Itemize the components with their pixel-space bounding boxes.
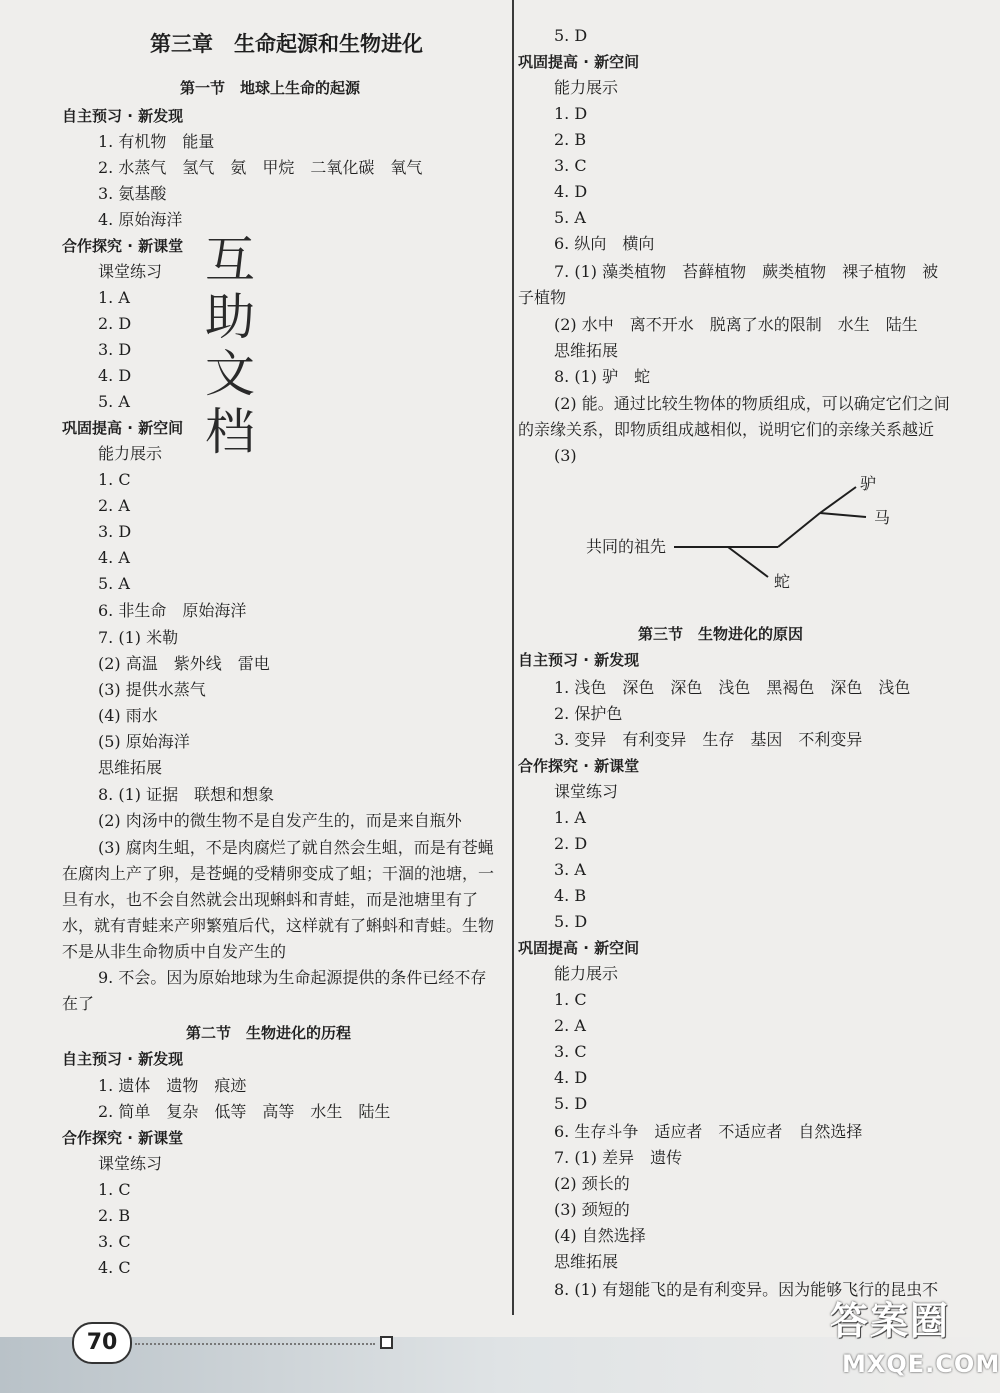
tree-leaf-label: 马	[874, 508, 891, 527]
answer-line: 子植物	[518, 288, 567, 307]
answer-line: 6. 生存斗争 适应者 不适应者 自然选择	[554, 1122, 863, 1141]
column-divider	[512, 0, 514, 1315]
heading-title: 巩固提高 · 新空间	[518, 939, 640, 957]
answer-line: 的亲缘关系，即物质组成越相似，说明它们的亲缘关系越近	[518, 420, 935, 439]
answer-line: 思维拓展	[554, 1252, 619, 1271]
answer-line: 3. 变异 有利变异 生存 基因 不利变异	[554, 730, 863, 749]
answer-line: 4. D	[98, 366, 132, 385]
heading-title: 自主预习 · 新发现	[518, 651, 640, 669]
handwriting-char: 互	[205, 231, 255, 289]
answer-line: (3) 颈短的	[554, 1200, 630, 1219]
answer-line: 1. C	[98, 470, 131, 489]
answer-line: (2) 颈长的	[554, 1174, 630, 1193]
heading-title: 自主预习 · 新发现	[62, 107, 184, 125]
answer-line: (2) 高温 紫外线 雷电	[98, 654, 270, 673]
tree-branch-equine	[778, 513, 820, 547]
tree-branch-donkey	[820, 487, 856, 513]
answer-line: 2. 保护色	[554, 704, 623, 723]
answer-line: (5) 原始海洋	[98, 732, 190, 751]
handwriting-char: 助	[205, 288, 255, 346]
section-title: 第二节 生物进化的历程	[186, 1024, 352, 1042]
answer-line: 旦有水，也不会自然就会出现蝌蚪和青蛙，而是池塘里有了	[62, 890, 479, 909]
answer-line: 思维拓展	[98, 758, 163, 777]
answer-line: 6. 非生命 原始海洋	[98, 601, 247, 620]
answer-line: 思维拓展	[554, 341, 619, 360]
page-number: 70	[72, 1322, 132, 1364]
answer-line: 5. A	[98, 574, 130, 593]
answer-line: 2. D	[554, 834, 588, 853]
answer-line: (3)	[554, 446, 577, 465]
answer-line: 3. A	[554, 860, 586, 879]
answer-line: 不是从非生命物质中自发产生的	[62, 942, 287, 961]
answer-line: 1. C	[554, 990, 587, 1009]
heading-title: 巩固提高 · 新空间	[518, 53, 640, 71]
answer-line: 1. D	[554, 104, 588, 123]
answer-line: 2. A	[554, 1016, 586, 1035]
answer-line: 课堂练习	[98, 262, 163, 281]
answer-line: 3. D	[98, 340, 132, 359]
answer-line: 2. B	[554, 130, 587, 149]
answer-line: 在腐肉上产了卵，是苍蝇的受精卵变成了蛆；干涸的池塘，一	[62, 864, 495, 883]
answer-line: 3. D	[98, 522, 132, 541]
answer-line: 4. C	[98, 1258, 131, 1277]
answer-line: 7. (1) 差异 遗传	[554, 1148, 683, 1167]
answer-line: 2. B	[98, 1206, 131, 1225]
answer-line: 8. (1) 证据 联想和想象	[98, 785, 275, 804]
answer-line: (4) 自然选择	[554, 1226, 646, 1245]
answer-line: 4. D	[554, 182, 588, 201]
handwriting-char: 文	[205, 345, 255, 403]
heading-title: 巩固提高 · 新空间	[62, 419, 184, 437]
watermark-url: MXQE.COM	[842, 1350, 1000, 1378]
answer-line: 8. (1) 有翅能飞的是有利变异。因为能够飞行的昆虫不	[554, 1280, 939, 1299]
tree-leaf-label: 蛇	[774, 572, 791, 591]
answer-line: (2) 肉汤中的微生物不是自发产生的，而是来自瓶外	[98, 811, 462, 830]
answer-line: 课堂练习	[554, 782, 619, 801]
footer-dotted-rule	[135, 1343, 375, 1345]
answer-line: 1. A	[98, 288, 130, 307]
tree-branch-horse	[820, 513, 866, 517]
answer-line: 1. 有机物 能量	[98, 132, 215, 151]
answer-line: 1. C	[98, 1180, 131, 1199]
heading-title: 合作探究 · 新课堂	[62, 1129, 184, 1147]
answer-line: 3. 氨基酸	[98, 184, 167, 203]
answer-line: (2) 水中 离不开水 脱离了水的限制 水生 陆生	[554, 315, 918, 334]
answer-line: 在了	[62, 994, 95, 1013]
answer-line: 5. D	[554, 1094, 588, 1113]
section-title: 第一节 地球上生命的起源	[180, 79, 361, 97]
footer-square-marker	[380, 1336, 393, 1349]
answer-line: (3) 腐肉生蛆，不是肉腐烂了就自然会生蛆，而是有苍蝇	[98, 838, 494, 857]
answer-line: 1. A	[554, 808, 586, 827]
answer-line: (2) 能。通过比较生物体的物质组成，可以确定它们之间	[554, 394, 950, 413]
answer-line: 7. (1) 藻类植物 苔藓植物 蕨类植物 裸子植物 被	[554, 262, 939, 281]
answer-line: 2. A	[98, 496, 130, 515]
answer-line: 4. A	[98, 548, 130, 567]
heading-title: 合作探究 · 新课堂	[518, 757, 640, 775]
answer-line: 2. D	[98, 314, 132, 333]
heading-title: 自主预习 · 新发现	[62, 1050, 184, 1068]
answer-line: 5. D	[554, 26, 588, 45]
answer-line: (4) 雨水	[98, 706, 158, 725]
answer-line: 能力展示	[554, 964, 619, 983]
handwriting-char: 档	[205, 403, 255, 461]
tree-root-label: 共同的祖先	[586, 537, 667, 556]
answer-line: 9. 不会。因为原始地球为生命起源提供的条件已经不存	[98, 968, 487, 987]
answer-line: 3. C	[98, 1232, 131, 1251]
answer-line: 6. 纵向 横向	[554, 234, 655, 253]
answer-line: 3. C	[554, 1042, 587, 1061]
answer-line: (3) 提供水蒸气	[98, 680, 206, 699]
answer-line: 1. 浅色 深色 深色 浅色 黑褐色 深色 浅色	[554, 678, 911, 697]
answer-line: 3. C	[554, 156, 587, 175]
watermark-logo: 答案圈	[830, 1299, 951, 1343]
answer-line: 能力展示	[554, 78, 619, 97]
answer-line: 8. (1) 驴 蛇	[554, 367, 651, 386]
answer-line: 课堂练习	[98, 1154, 163, 1173]
heading-title: 合作探究 · 新课堂	[62, 237, 184, 255]
answer-line: 5. A	[554, 208, 586, 227]
answer-line: 5. A	[98, 392, 130, 411]
section-title: 第三节 生物进化的原因	[638, 625, 804, 643]
answer-line: 2. 简单 复杂 低等 高等 水生 陆生	[98, 1102, 391, 1121]
answer-line: 2. 水蒸气 氢气 氨 甲烷 二氧化碳 氧气	[98, 158, 423, 177]
answer-line: 4. D	[554, 1068, 588, 1087]
tree-leaf-label: 驴	[860, 474, 877, 493]
answer-line: 4. B	[554, 886, 587, 905]
answer-line: 能力展示	[98, 444, 163, 463]
answer-line: 5. D	[554, 912, 588, 931]
evolution-tree-diagram	[560, 465, 920, 595]
chapter-title: 第三章 生命起源和生物进化	[150, 32, 423, 56]
tree-branch-snake	[728, 547, 768, 577]
answer-line: 7. (1) 米勒	[98, 628, 179, 647]
answer-line: 1. 遗体 遗物 痕迹	[98, 1076, 247, 1095]
answer-line: 水，就有青蛙来产卵繁殖后代，这样就有了蝌蚪和青蛙。生物	[62, 916, 495, 935]
answer-line: 4. 原始海洋	[98, 210, 183, 229]
